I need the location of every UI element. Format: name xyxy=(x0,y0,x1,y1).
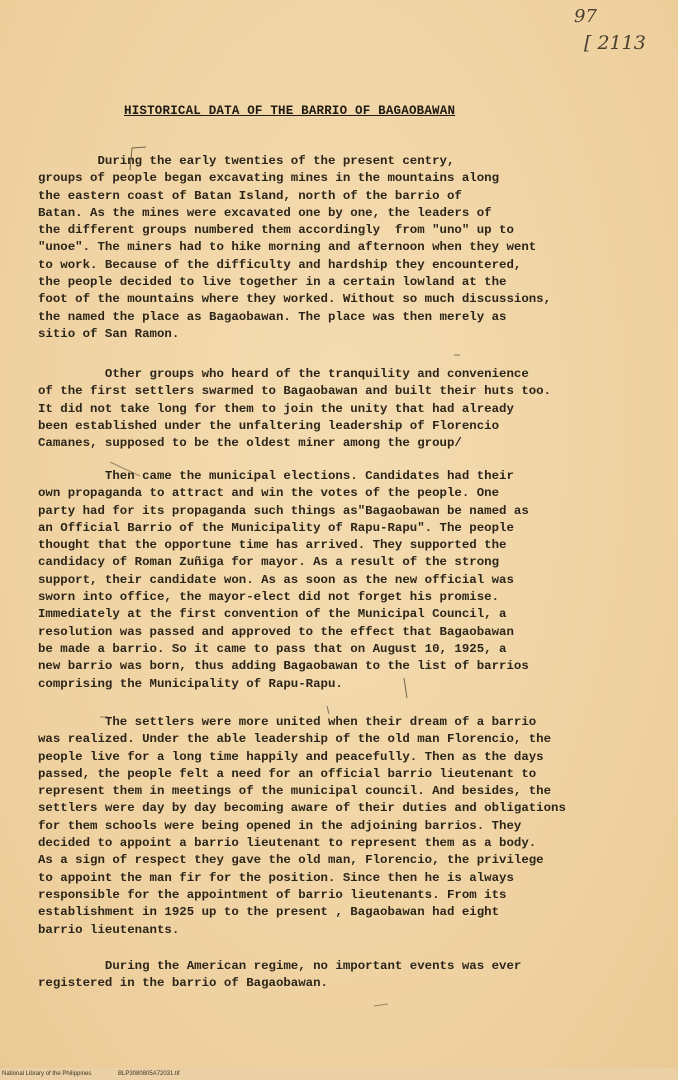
library-credit: National Library of the Philippines xyxy=(2,1071,92,1077)
text-line: decided to appoint a barrio lieutenant to represent them as a body. xyxy=(38,836,537,851)
text-line: During the early twenties of the present centry, xyxy=(38,154,455,168)
text-line: party had for its propaganda such things as"Bagaobawan be named as xyxy=(38,503,529,518)
text-line: responsible for the appointment of barrio lieutenants. From its xyxy=(38,887,507,902)
text-line: foot of the mountains where they worked. Without so much discussions, xyxy=(38,292,552,307)
paragraph-5 xyxy=(38,958,638,993)
text-line: Then came the municipal elections. Candidates had their xyxy=(38,469,514,483)
text-line: Camanes, supposed to be the oldest miner among the group/ xyxy=(38,436,462,451)
text-line: the named the place as Bagaobawan. The place was then merely as xyxy=(38,309,507,324)
text-line: sitio of San Ramon. xyxy=(38,326,180,341)
text-line: Immediately at the first convention of the Municipal Council, a xyxy=(38,607,507,622)
text-line: barrio lieutenants. xyxy=(38,922,180,937)
paragraph-1 xyxy=(38,153,638,343)
text-line: groups of people began excavating mines in the mountains along xyxy=(38,171,500,186)
text-line: During the American regime, no important events was ever xyxy=(38,959,522,973)
text-line: comprising the Municipality of Rapu-Rapu. xyxy=(38,676,343,691)
text-line: thought that the opportune time has arrived. They supported the xyxy=(38,538,507,553)
text-line: for them schools were being opened in the adjoining barrios. They xyxy=(38,818,522,833)
text-line: of the first settlers swarmed to Bagaobawan and built their huts too. xyxy=(38,384,552,399)
text-line: was realized. Under the able leadership of the old man Florencio, the xyxy=(38,732,552,747)
text-line: As a sign of respect they gave the old man, Florencio, the privilege xyxy=(38,853,544,868)
text-line: The settlers were more united when their dream of a barrio xyxy=(38,715,537,729)
text-line: been established under the unfaltering leadership of Florencio xyxy=(38,418,500,433)
paragraph-3 xyxy=(38,468,638,693)
text-line: the people decided to live together in a certain lowland at the xyxy=(38,275,507,290)
text-line: to work. Because of the difficulty and hardship they encountered, xyxy=(38,257,522,272)
text-line: passed, the people felt a need for an official barrio lieutenant to xyxy=(38,766,537,781)
document-title: HISTORICAL DATA OF THE BARRIO OF BAGAOBAWAN xyxy=(124,104,456,118)
text-line: be made a barrio. So it came to pass that on August 10, 1925, a xyxy=(38,641,507,656)
text-line: candidacy of Roman Zuñiga for mayor. As a result of the strong xyxy=(38,555,500,570)
text-line: new barrio was born, thus adding Bagaobawan to the list of barrios xyxy=(38,659,529,674)
text-line: represent them in meetings of the municipal council. And besides, the xyxy=(38,784,552,799)
paragraph-4 xyxy=(38,714,638,939)
text-line: the different groups numbered them accordingly from "uno" up to xyxy=(38,223,514,238)
text-line: "unoe". The miners had to hike morning and afternoon when they went xyxy=(38,240,537,255)
text-line: Batan. As the mines were excavated one by one, the leaders of xyxy=(38,205,492,220)
scan-footer xyxy=(0,1068,678,1080)
text-line: people live for a long time happily and peacefully. Then as the days xyxy=(38,749,544,764)
text-line: Other groups who heard of the tranquility and convenience xyxy=(38,367,529,381)
text-line: to appoint the man fir for the position. Since then he is always xyxy=(38,870,514,885)
reference-annotation: [ 2113 xyxy=(584,32,646,54)
text-line: sworn into office, the mayor-elect did not forget his promise. xyxy=(38,590,500,605)
text-line: an Official Barrio of the Municipality of Rapu-Rapu". The people xyxy=(38,520,514,535)
file-id: BLP3080805A72031.tif xyxy=(118,1071,180,1077)
page-number-annotation: 97 xyxy=(574,6,597,27)
text-line: own propaganda to attract and win the votes of the people. One xyxy=(38,486,500,501)
text-line: registered in the barrio of Bagaobawan. xyxy=(38,976,328,991)
text-line: establishment in 1925 up to the present , Bagaobawan had eight xyxy=(38,905,500,920)
text-line: settlers were day by day becoming aware of their duties and obligations xyxy=(38,801,566,816)
text-line: the eastern coast of Batan Island, north of the barrio of xyxy=(38,188,462,203)
text-line: resolution was passed and approved to the effect that Bagaobawan xyxy=(38,624,514,639)
text-line: It did not take long for them to join the unity that had already xyxy=(38,401,514,416)
paragraph-2 xyxy=(38,366,638,452)
text-line: support, their candidate won. As as soon as the new official was xyxy=(38,572,514,587)
